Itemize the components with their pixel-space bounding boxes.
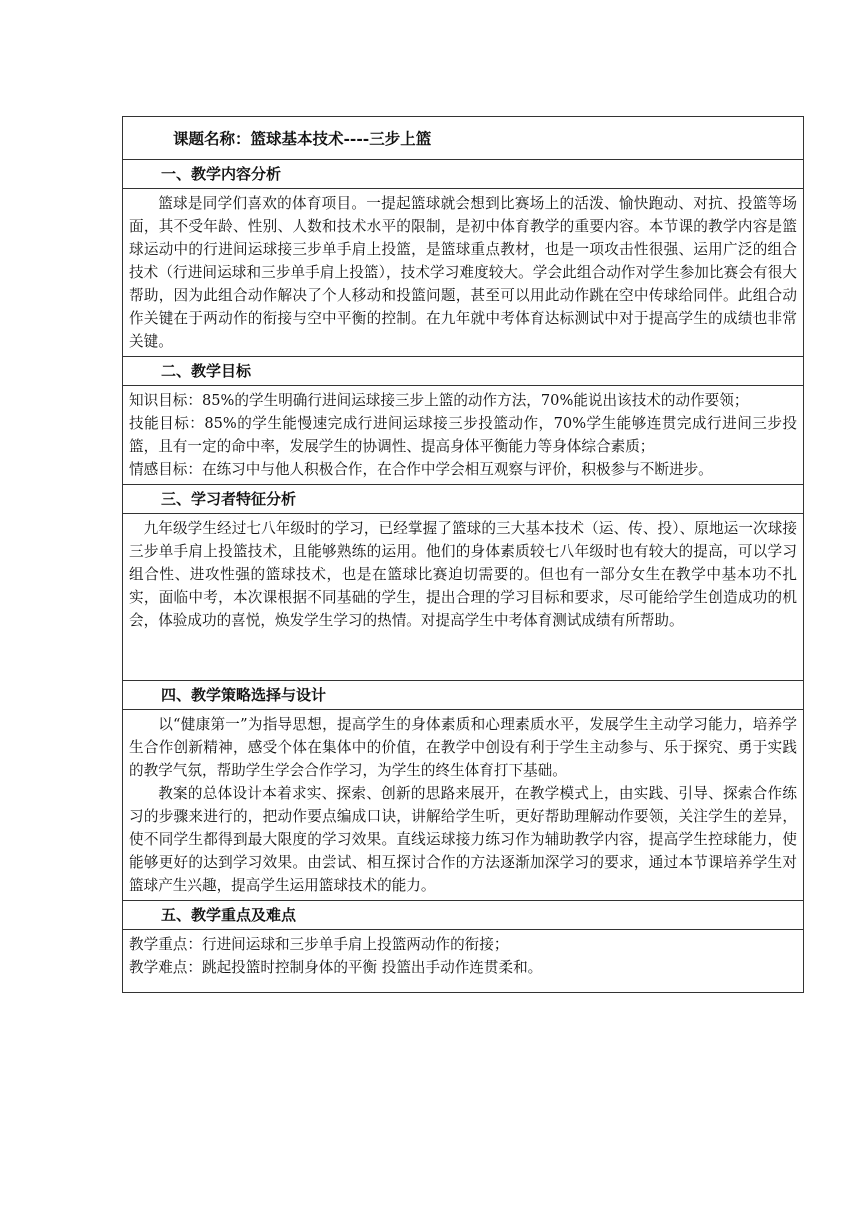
strategy-body bbox=[123, 710, 804, 901]
content-analysis-heading: 一、教学内容分析 bbox=[123, 160, 804, 189]
strategy-paragraph-2: 教案的总体设计本着求实、探索、创新的思路来展开，在教学模式上，由实践、引导、探索合作练习的步骤来进行的，把动作要点编成口诀，讲解给学生听，更好帮助理解动作要领，关注学生的差异，使不同学生都得到最大限度的学习效果。直线运球接力练习作为辅助教学内容，提高学生控球能力，使能够更好的达到学习效果。由尝试、相互探讨合作的方法逐渐加深学习的要求，通过本节课培养学生对篮球产生兴趣，提高学生运用篮球技术的能力。 bbox=[129, 785, 797, 894]
key-points-heading: 五、教学重点及难点 bbox=[123, 901, 804, 930]
content-analysis-body bbox=[123, 189, 804, 357]
section-content-row bbox=[123, 930, 804, 993]
learner-analysis-body bbox=[123, 514, 804, 681]
learner-analysis-heading: 三、学习者特征分析 bbox=[123, 485, 804, 514]
lesson-title: 课题名称：篮球基本技术----三步上篮 bbox=[123, 117, 804, 160]
teaching-difficulty: 教学难点：跳起投篮时控制身体的平衡 投篮出手动作连贯柔和。 bbox=[129, 959, 543, 976]
title-row bbox=[123, 117, 804, 160]
lesson-plan-table bbox=[122, 116, 804, 993]
key-points-body bbox=[123, 930, 804, 993]
section-content-row bbox=[123, 514, 804, 681]
objectives-body bbox=[123, 386, 804, 485]
teaching-key-point: 教学重点：行进间运球和三步单手肩上投篮两动作的衔接； bbox=[129, 936, 509, 953]
objectives-heading: 二、教学目标 bbox=[123, 357, 804, 386]
section-heading-row bbox=[123, 357, 804, 386]
section-heading-row bbox=[123, 485, 804, 514]
emotion-objective: 情感目标：在练习中与他人积极合作，在合作中学会相互观察与评价，积极参与不断进步。 bbox=[129, 461, 713, 478]
section-content-row bbox=[123, 386, 804, 485]
section-heading-row bbox=[123, 160, 804, 189]
section-content-row bbox=[123, 710, 804, 901]
content-analysis-paragraph: 篮球是同学们喜欢的体育项目。一提起篮球就会想到比赛场上的活泼、愉快跑动、对抗、投篮等场面，其不受年龄、性别、人数和技术水平的限制，是初中体育教学的重要内容。本节课的教学内容是篮球运动中的行进间运球接三步单手肩上投篮，是篮球重点教材，也是一项攻击性很强、运用广泛的组合技术（行进间运球和三步单手肩上投篮），技术学习难度较大。学会此组合动作对学生参加比赛会有很大帮助，因为此组合动作解决了个人移动和投篮问题，甚至可以用此动作跳在空中传球给同伴。此组合动作关键在于两动作的衔接与空中平衡的控制。在九年就中考体育达标测试中对于提高学生的成绩也非常关键。 bbox=[129, 195, 797, 350]
strategy-heading: 四、教学策略选择与设计 bbox=[123, 681, 804, 710]
section-heading-row bbox=[123, 681, 804, 710]
knowledge-objective: 知识目标：85%的学生明确行进间运球接三步上篮的动作方法，70%能说出该技术的动作要领； bbox=[129, 392, 749, 409]
strategy-paragraph-1: 以“健康第一”为指导思想，提高学生的身体素质和心理素质水平，发展学生主动学习能力，培养学生合作创新精神，感受个体在集体中的价值，在教学中创设有利于学生主动参与、乐于探究、勇于实践的教学气氛，帮助学生学会合作学习，为学生的终生体育打下基础。 bbox=[129, 716, 797, 779]
section-content-row bbox=[123, 189, 804, 357]
skill-objective: 技能目标：85%的学生能慢速完成行进间运球接三步投篮动作，70%学生能够连贯完成行进间三步投篮，且有一定的命中率，发展学生的协调性、提高身体平衡能力等身体综合素质； bbox=[129, 415, 797, 455]
learner-analysis-paragraph: 九年级学生经过七八年级时的学习，已经掌握了篮球的三大基本技术（运、传、投）、原地运一次球接三步单手肩上投篮技术，且能够熟练的运用。他们的身体素质较七八年级时也有较大的提高，可以学习组合性、进攻性强的篮球技术，也是在篮球比赛迫切需要的。但也有一部分女生在教学中基本功不扎实，面临中考，本次课根据不同基础的学生，提出合理的学习目标和要求，尽可能给学生创造成功的机会，体验成功的喜悦，焕发学生学习的热情。对提高学生中考体育测试成绩有所帮助。 bbox=[129, 520, 797, 629]
section-heading-row bbox=[123, 901, 804, 930]
